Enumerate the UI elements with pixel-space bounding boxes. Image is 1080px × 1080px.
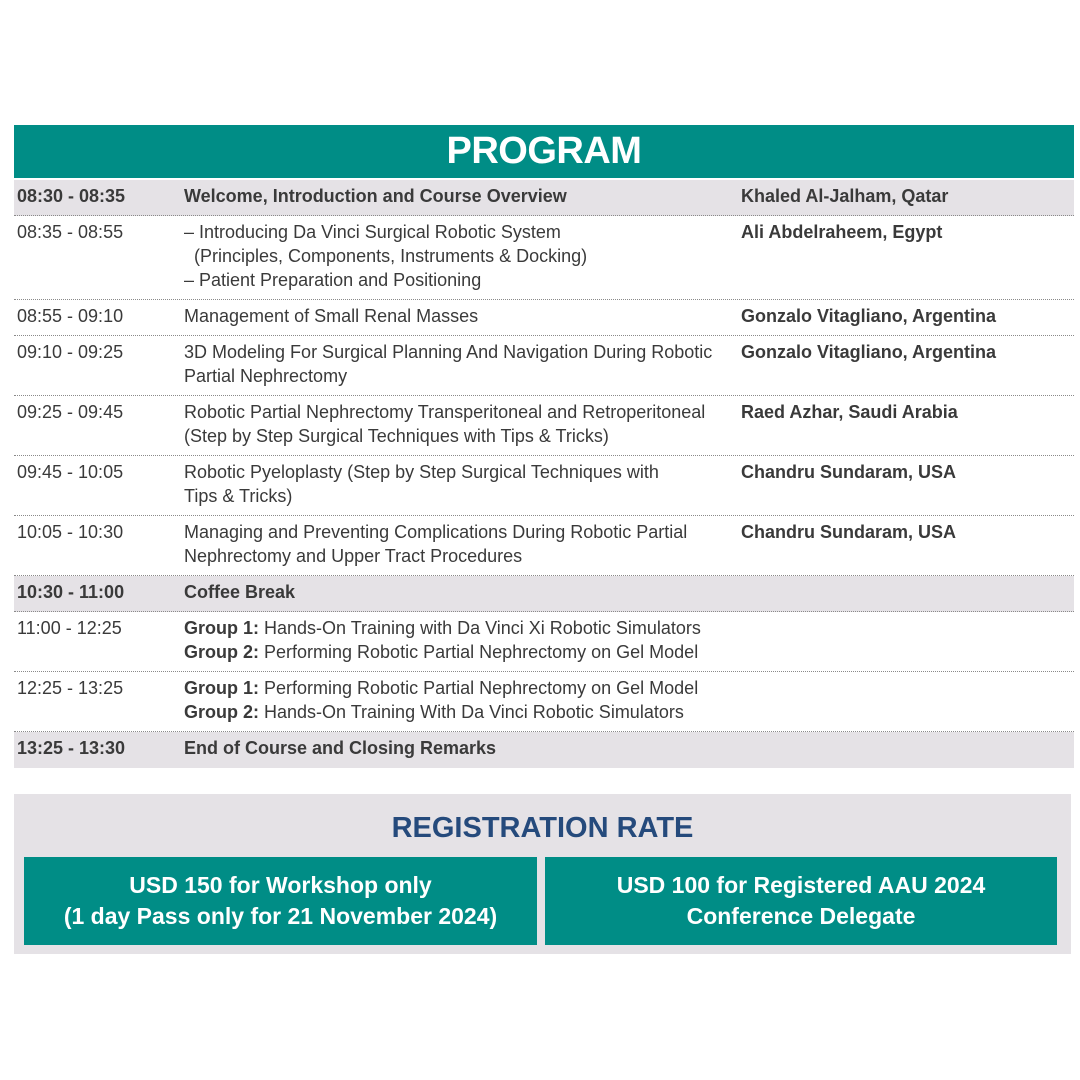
- session-speaker: Gonzalo Vitagliano, Argentina: [741, 306, 997, 326]
- topic-line: [184, 520, 734, 544]
- session-time: 08:55 - 09:10: [17, 306, 124, 326]
- topic-line: [184, 244, 734, 268]
- session-time: 10:05 - 10:30: [17, 522, 124, 542]
- session-topic: [184, 220, 734, 292]
- topic-line: [184, 220, 734, 244]
- session-speaker: Chandru Sundaram, USA: [741, 462, 957, 482]
- schedule-row: [14, 336, 1074, 396]
- program-title: PROGRAM: [14, 125, 1074, 178]
- session-topic: [184, 184, 734, 208]
- session-topic: [184, 460, 734, 508]
- topic-text: Management of Small Renal Masses: [184, 306, 479, 326]
- session-time: 08:35 - 08:55: [17, 222, 124, 242]
- topic-line: [184, 616, 734, 640]
- session-topic: [184, 736, 734, 760]
- rate-line: USD 150 for Workshop only: [129, 872, 432, 898]
- topic-text: – Introducing Da Vinci Surgical Robotic System: [184, 222, 561, 242]
- session-time: 09:45 - 10:05: [17, 462, 124, 482]
- topic-text: Welcome, Introduction and Course Overview: [184, 186, 567, 206]
- topic-text: Hands-On Training With Da Vinci Robotic Simulators: [259, 702, 684, 722]
- session-time: 08:30 - 08:35: [17, 186, 126, 206]
- schedule-row: [14, 456, 1074, 516]
- schedule-row: [14, 612, 1074, 672]
- group-label: Group 1:: [184, 618, 259, 638]
- session-time: 13:25 - 13:30: [17, 738, 126, 758]
- group-label: Group 1:: [184, 678, 259, 698]
- topic-line: [184, 736, 734, 760]
- topic-text: Managing and Preventing Complications During Robotic Partial: [184, 522, 688, 542]
- group-label: Group 2:: [184, 642, 259, 662]
- rate-line: Conference Delegate: [686, 903, 916, 929]
- topic-line: [184, 640, 734, 664]
- rate-conference-delegate: [545, 857, 1057, 945]
- session-speaker: Khaled Al-Jalham, Qatar: [741, 186, 949, 206]
- schedule-row: [14, 516, 1074, 576]
- topic-text: – Patient Preparation and Positioning: [184, 270, 482, 290]
- registration-title: REGISTRATION RATE: [391, 812, 694, 844]
- topic-text: Coffee Break: [184, 582, 296, 602]
- schedule-row: [14, 396, 1074, 456]
- schedule-row: [14, 216, 1074, 300]
- topic-line: [184, 268, 734, 292]
- topic-text: End of Course and Closing Remarks: [184, 738, 497, 758]
- session-topic: [184, 340, 734, 388]
- topic-line: [184, 304, 734, 328]
- topic-line: [184, 364, 734, 388]
- schedule-row: [14, 300, 1074, 336]
- topic-line: [184, 580, 734, 604]
- session-time: 12:25 - 13:25: [17, 678, 124, 698]
- topic-line: [184, 676, 734, 700]
- topic-text: (Step by Step Surgical Techniques with Tips & Tricks): [184, 426, 609, 446]
- topic-line: [184, 460, 734, 484]
- topic-line: [184, 340, 734, 364]
- session-topic: [184, 676, 734, 724]
- session-speaker: Ali Abdelraheem, Egypt: [741, 222, 943, 242]
- topic-text: Performing Robotic Partial Nephrectomy on Gel Model: [259, 678, 699, 698]
- program-schedule: [14, 180, 1074, 768]
- rate-workshop-only: [24, 857, 537, 945]
- topic-line: [184, 484, 734, 508]
- group-label: Group 2:: [184, 702, 259, 722]
- session-topic: [184, 400, 734, 448]
- session-topic: [184, 616, 734, 664]
- schedule-row: [14, 576, 1074, 612]
- topic-line: [184, 184, 734, 208]
- schedule-row: [14, 672, 1074, 732]
- topic-line: [184, 400, 734, 424]
- session-topic: [184, 580, 734, 604]
- topic-text: Robotic Partial Nephrectomy Transperitoneal and Retroperitoneal: [184, 402, 706, 422]
- topic-text: Robotic Pyeloplasty (Step by Step Surgical Techniques with: [184, 462, 659, 482]
- rate-line: USD 100 for Registered AAU 2024: [616, 872, 986, 898]
- session-topic: [184, 304, 734, 328]
- session-speaker: Raed Azhar, Saudi Arabia: [741, 402, 958, 422]
- session-speaker: Chandru Sundaram, USA: [741, 522, 957, 542]
- topic-line: [184, 424, 734, 448]
- session-topic: [184, 520, 734, 568]
- topic-text: 3D Modeling For Surgical Planning And Navigation During Robotic: [184, 342, 713, 362]
- topic-line: [184, 544, 734, 568]
- schedule-row: [14, 180, 1074, 216]
- session-time: 09:10 - 09:25: [17, 342, 124, 362]
- session-time: 11:00 - 12:25: [17, 618, 122, 638]
- session-speaker: Gonzalo Vitagliano, Argentina: [741, 342, 997, 362]
- topic-text: Nephrectomy and Upper Tract Procedures: [184, 546, 523, 566]
- topic-text: Hands-On Training with Da Vinci Xi Robotic Simulators: [259, 618, 701, 638]
- topic-text: (Principles, Components, Instruments & Docking): [184, 246, 588, 266]
- session-time: 09:25 - 09:45: [17, 402, 124, 422]
- topic-text: Performing Robotic Partial Nephrectomy on Gel Model: [259, 642, 699, 662]
- topic-line: [184, 700, 734, 724]
- session-time: 10:30 - 11:00: [17, 582, 125, 602]
- topic-text: Tips & Tricks): [184, 486, 293, 506]
- rate-line: (1 day Pass only for 21 November 2024): [63, 903, 498, 929]
- schedule-row: [14, 732, 1074, 768]
- topic-text: Partial Nephrectomy: [184, 366, 348, 386]
